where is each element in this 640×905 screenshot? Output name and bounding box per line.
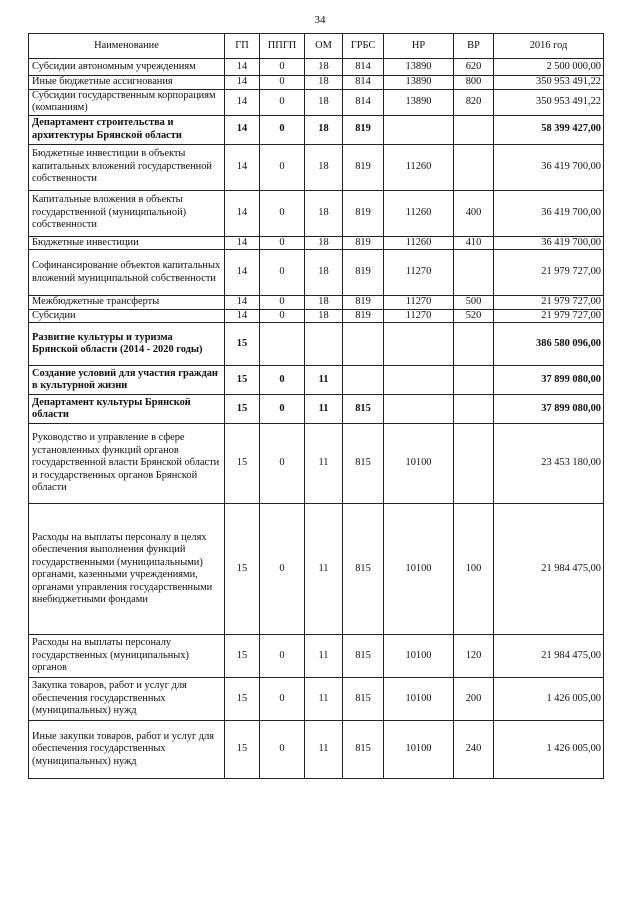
row-amount: 1 426 005,00 [494,721,604,779]
table-body [29,59,604,779]
row-vr [454,323,494,366]
table-row [29,296,604,310]
row-vr [454,366,494,395]
row-om: 11 [305,721,343,779]
row-gp: 15 [225,635,260,678]
table-header-row [29,34,604,59]
row-name: Создание условий для участия граждан в культурной жизни [29,366,225,395]
row-grbs: 814 [343,76,384,90]
row-nr: 11270 [384,250,454,296]
row-grbs: 819 [343,236,384,250]
row-gp: 14 [225,236,260,250]
table-row [29,144,604,190]
row-gp: 14 [225,309,260,323]
table-row [29,89,604,115]
row-ppgp: 0 [260,366,305,395]
row-nr [384,323,454,366]
row-grbs [343,366,384,395]
row-om: 11 [305,424,343,504]
table-row [29,76,604,90]
row-ppgp: 0 [260,309,305,323]
row-om: 11 [305,395,343,424]
row-vr: 200 [454,678,494,721]
row-nr [384,366,454,395]
table-row [29,504,604,635]
row-grbs: 814 [343,59,384,76]
table-row [29,59,604,76]
row-name: Департамент культуры Брянской области [29,395,225,424]
row-gp: 14 [225,115,260,144]
row-amount: 21 979 727,00 [494,250,604,296]
row-vr [454,115,494,144]
row-nr: 11260 [384,190,454,236]
row-amount: 1 426 005,00 [494,678,604,721]
row-gp: 14 [225,250,260,296]
row-nr: 13890 [384,89,454,115]
row-amount: 36 419 700,00 [494,190,604,236]
row-om: 18 [305,59,343,76]
row-vr: 400 [454,190,494,236]
row-gp: 15 [225,424,260,504]
row-vr: 120 [454,635,494,678]
row-amount: 58 399 427,00 [494,115,604,144]
row-ppgp: 0 [260,144,305,190]
row-nr: 10100 [384,635,454,678]
row-grbs: 819 [343,309,384,323]
row-ppgp: 0 [260,635,305,678]
row-vr: 800 [454,76,494,90]
row-om: 11 [305,366,343,395]
row-amount: 37 899 080,00 [494,366,604,395]
row-amount: 350 953 491,22 [494,76,604,90]
table-row [29,115,604,144]
row-vr: 520 [454,309,494,323]
row-amount: 21 979 727,00 [494,309,604,323]
row-nr: 10100 [384,678,454,721]
row-vr: 100 [454,504,494,635]
row-name: Софинансирование объектов капитальных вложений муниципальной собственности [29,250,225,296]
row-om: 11 [305,635,343,678]
table-row [29,721,604,779]
table-row [29,323,604,366]
row-ppgp: 0 [260,76,305,90]
row-nr: 10100 [384,504,454,635]
row-amount: 36 419 700,00 [494,144,604,190]
row-gp: 14 [225,296,260,310]
row-grbs: 815 [343,678,384,721]
row-grbs: 819 [343,115,384,144]
row-name: Бюджетные инвестиции [29,236,225,250]
row-gp: 14 [225,59,260,76]
row-amount: 37 899 080,00 [494,395,604,424]
row-nr: 11260 [384,236,454,250]
row-vr [454,144,494,190]
row-om: 18 [305,309,343,323]
row-amount: 36 419 700,00 [494,236,604,250]
row-ppgp: 0 [260,504,305,635]
row-name: Субсидии [29,309,225,323]
row-ppgp: 0 [260,395,305,424]
row-vr: 820 [454,89,494,115]
row-ppgp: 0 [260,59,305,76]
row-grbs: 819 [343,190,384,236]
table-row [29,424,604,504]
row-grbs: 819 [343,144,384,190]
row-ppgp: 0 [260,115,305,144]
row-ppgp: 0 [260,190,305,236]
table-row [29,635,604,678]
row-nr: 13890 [384,76,454,90]
page-number: 34 [314,14,326,26]
column-header-vr: ВР [454,34,494,59]
row-nr: 11270 [384,296,454,310]
row-om: 18 [305,190,343,236]
row-name: Руководство и управление в сфере установленных функций органов государственной власти Брянской области и государственных органов Брянской области [29,424,225,504]
row-om: 18 [305,296,343,310]
row-ppgp: 0 [260,236,305,250]
column-header-nr: НР [384,34,454,59]
row-nr: 13890 [384,59,454,76]
row-nr [384,115,454,144]
row-vr [454,395,494,424]
row-grbs: 814 [343,89,384,115]
row-grbs [343,323,384,366]
row-gp: 15 [225,721,260,779]
row-amount: 21 984 475,00 [494,504,604,635]
row-name: Закупка товаров, работ и услуг для обеспечения государственных (муниципальных) нужд [29,678,225,721]
row-ppgp: 0 [260,678,305,721]
row-amount: 350 953 491,22 [494,89,604,115]
row-om: 11 [305,678,343,721]
row-grbs: 815 [343,504,384,635]
column-header-ppgp: ППГП [260,34,305,59]
row-gp: 15 [225,366,260,395]
row-name: Бюджетные инвестиции в объекты капитальных вложений государственной собственности [29,144,225,190]
table-row [29,250,604,296]
row-gp: 15 [225,395,260,424]
row-gp: 15 [225,678,260,721]
row-amount: 2 500 000,00 [494,59,604,76]
row-om [305,323,343,366]
row-ppgp: 0 [260,89,305,115]
row-name: Капитальные вложения в объекты государственной (муниципальной) собственности [29,190,225,236]
row-name: Иные бюджетные ассигнования [29,76,225,90]
row-amount: 21 984 475,00 [494,635,604,678]
row-vr: 240 [454,721,494,779]
table-row [29,190,604,236]
row-ppgp: 0 [260,424,305,504]
row-grbs: 819 [343,250,384,296]
row-name: Расходы на выплаты персоналу государственных (муниципальных) органов [29,635,225,678]
row-amount: 21 979 727,00 [494,296,604,310]
row-ppgp: 0 [260,296,305,310]
row-om: 18 [305,76,343,90]
column-header-om: ОМ [305,34,343,59]
row-om: 18 [305,144,343,190]
row-vr: 500 [454,296,494,310]
row-grbs: 819 [343,296,384,310]
table-row [29,395,604,424]
row-vr: 410 [454,236,494,250]
column-header-name: Наименование [29,34,225,59]
row-vr [454,424,494,504]
row-om: 18 [305,89,343,115]
row-name: Субсидии государственным корпорациям (компаниям) [29,89,225,115]
row-grbs: 815 [343,395,384,424]
row-gp: 15 [225,504,260,635]
column-header-year: 2016 год [494,34,604,59]
table-row [29,309,604,323]
row-ppgp [260,323,305,366]
row-nr [384,395,454,424]
row-gp: 15 [225,323,260,366]
table-row [29,236,604,250]
column-header-gp: ГП [225,34,260,59]
row-name: Межбюджетные трансферты [29,296,225,310]
row-ppgp: 0 [260,250,305,296]
row-amount: 386 580 096,00 [494,323,604,366]
row-gp: 14 [225,190,260,236]
row-nr: 11260 [384,144,454,190]
row-om: 18 [305,250,343,296]
row-om: 18 [305,236,343,250]
row-gp: 14 [225,144,260,190]
row-name: Департамент строительства и архитектуры Брянской области [29,115,225,144]
row-vr: 620 [454,59,494,76]
row-nr: 11270 [384,309,454,323]
row-amount: 23 453 180,00 [494,424,604,504]
row-name: Развитие культуры и туризма Брянской области (2014 - 2020 годы) [29,323,225,366]
table-row [29,678,604,721]
row-om: 18 [305,115,343,144]
row-grbs: 815 [343,424,384,504]
budget-table [28,33,604,779]
row-nr: 10100 [384,424,454,504]
row-gp: 14 [225,89,260,115]
row-nr: 10100 [384,721,454,779]
row-grbs: 815 [343,721,384,779]
row-ppgp: 0 [260,721,305,779]
row-name: Иные закупки товаров, работ и услуг для обеспечения государственных (муниципальных) нужд [29,721,225,779]
row-name: Расходы на выплаты персоналу в целях обеспечения выполнения функций государственными (муниципальными) органами, казенными учреждениями, органами управления государственными внебюджетными фондами [29,504,225,635]
row-grbs: 815 [343,635,384,678]
row-name: Субсидии автономным учреждениям [29,59,225,76]
row-vr [454,250,494,296]
table-row [29,366,604,395]
row-om: 11 [305,504,343,635]
column-header-grbs: ГРБС [343,34,384,59]
row-gp: 14 [225,76,260,90]
